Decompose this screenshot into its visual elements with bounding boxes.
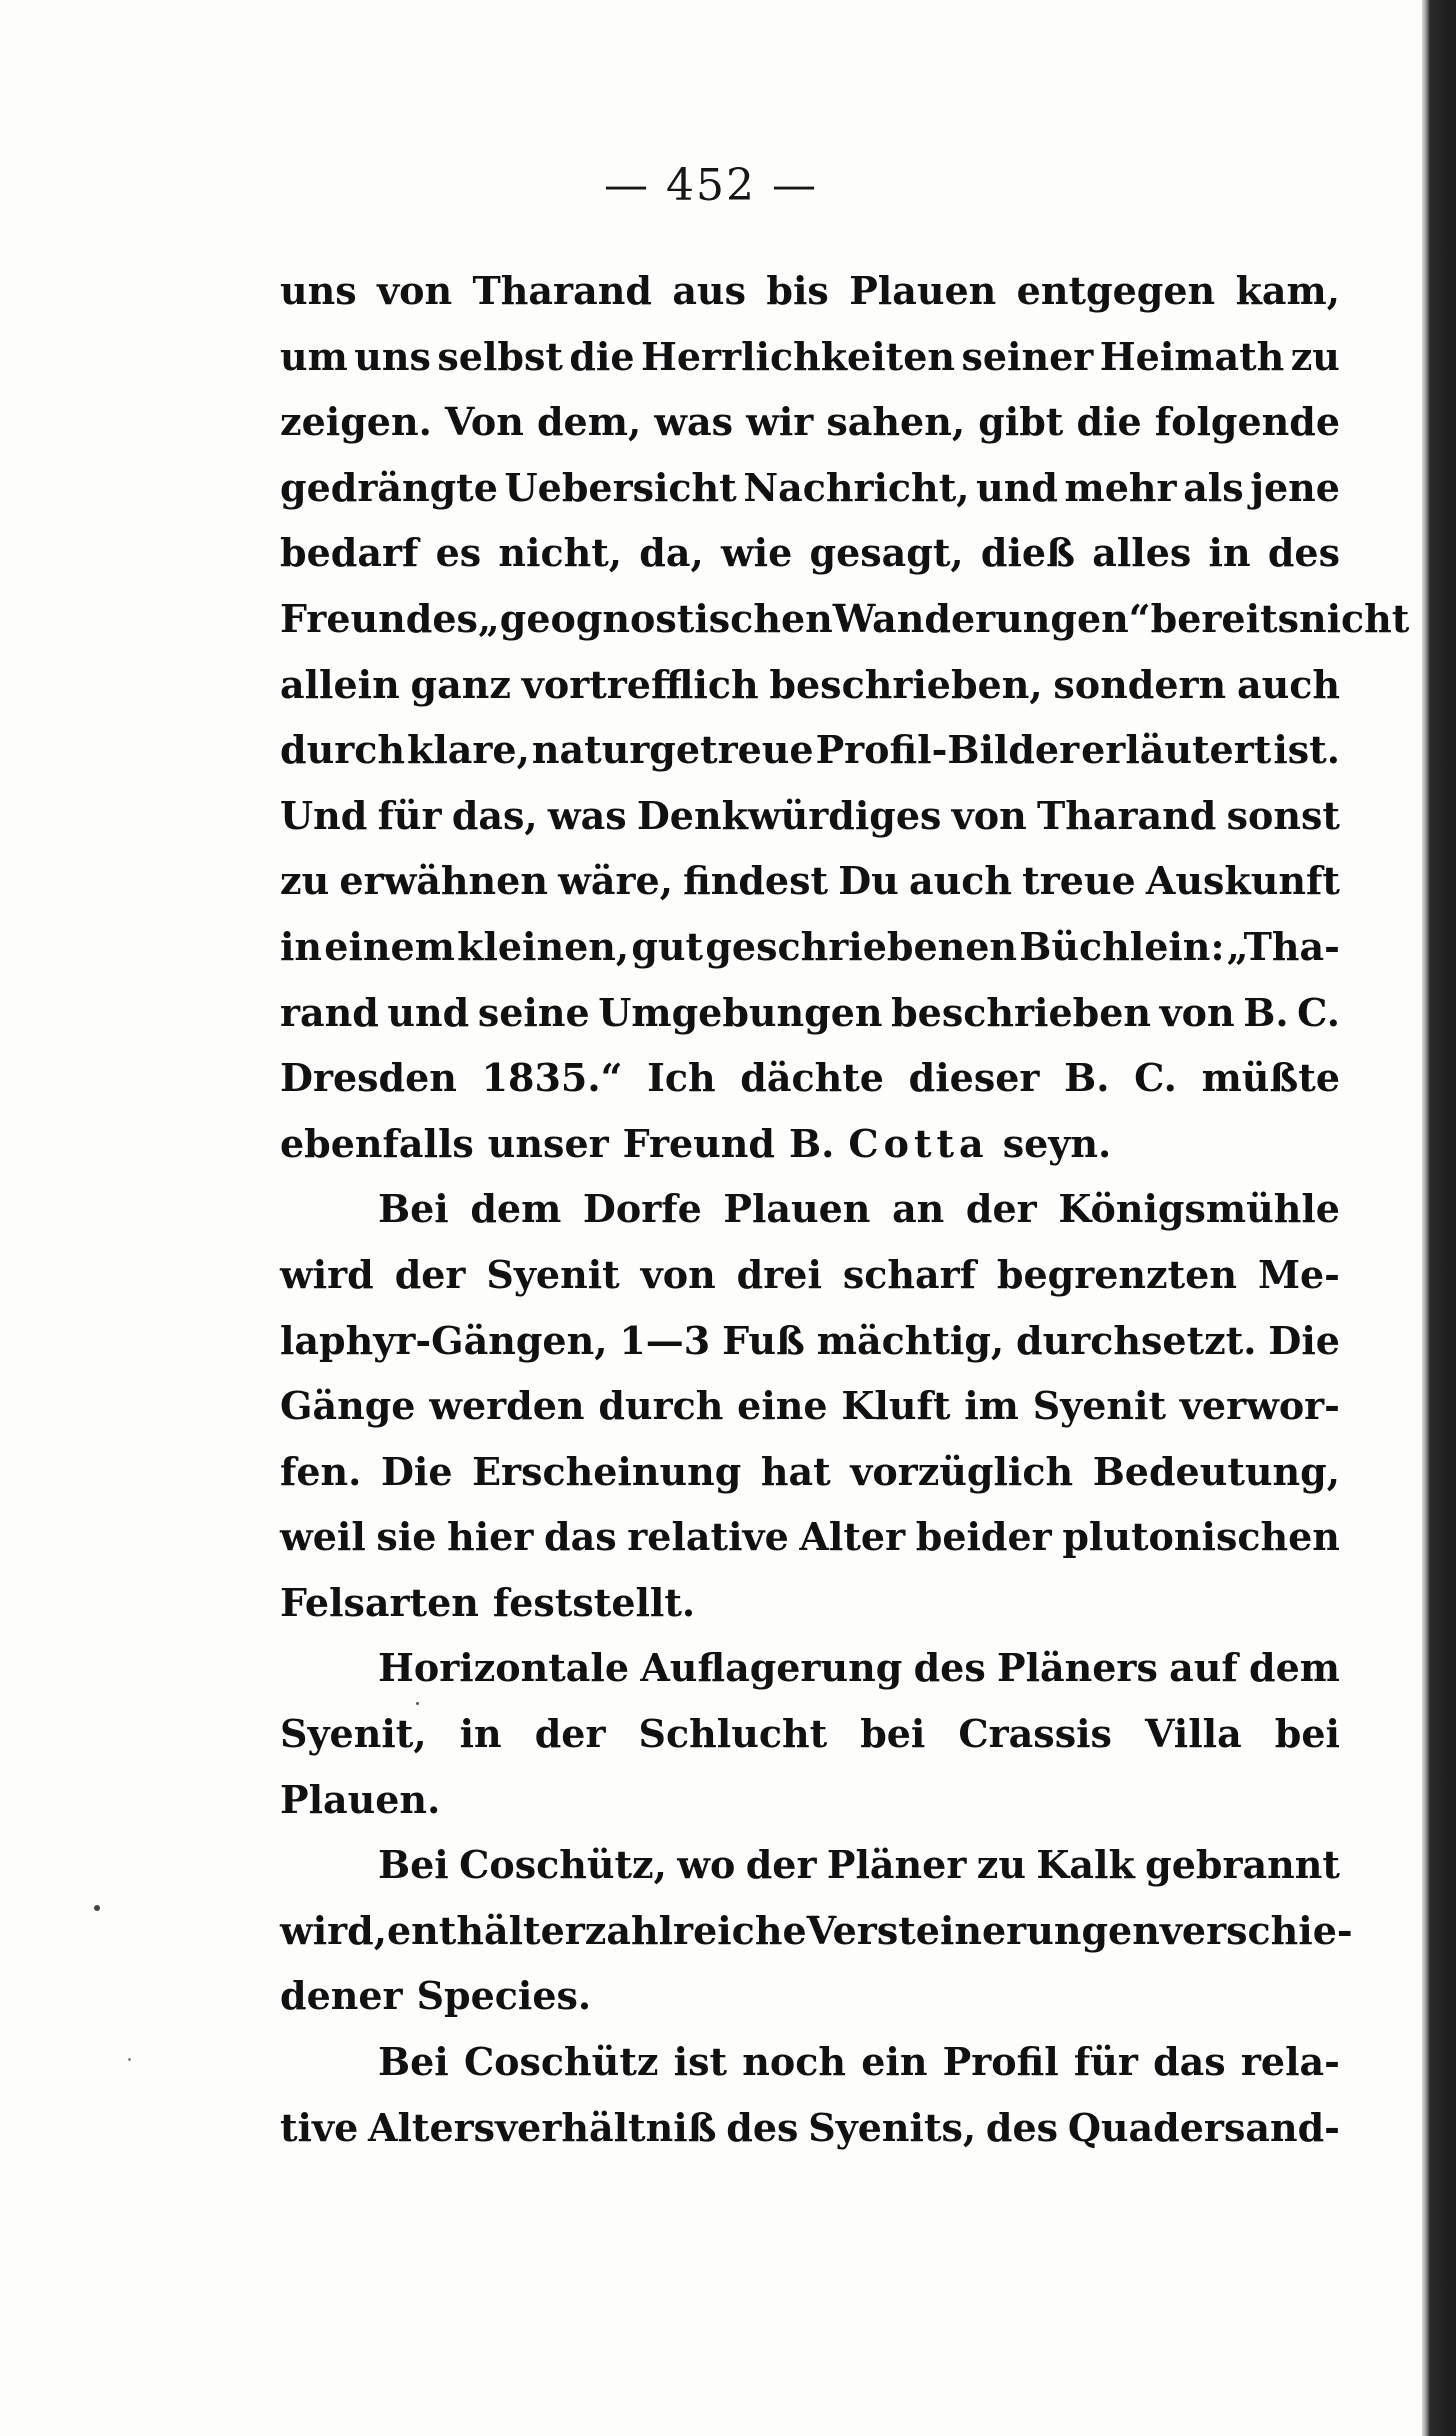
text-line: uns von Tharand aus bis Plauen entgegen kam, — [280, 268, 1340, 313]
text-line: wird, enthält er zahlreiche Versteinerungen verschie- — [280, 1907, 1353, 1953]
text-line: Bei Coschütz ist noch ein Profil für das rela- — [378, 2039, 1340, 2085]
ink-speck — [128, 2058, 131, 2061]
paragraph — [280, 1832, 1353, 2029]
text-line: fen. Die Erscheinung hat vorzüglich Bedeutung, — [280, 1448, 1340, 1494]
text-line: gedrängte Uebersicht Nachricht, und mehr als jene — [280, 464, 1340, 510]
text-line: um uns selbst die Herrlichkeiten seiner Heimath zu — [280, 333, 1340, 379]
text-line: Felsarten feststellt. — [280, 1579, 696, 1625]
text-line: Horizontale Auflagerung des Pläners auf dem — [378, 1645, 1340, 1691]
text-line: Syenit, in der Schlucht bei Crassis Villa bei — [280, 1711, 1340, 1757]
paragraph — [280, 1176, 1340, 1635]
text-line: Bei dem Dorfe Plauen an der Königsmühle — [378, 1186, 1340, 1232]
text-line: dener Species. — [280, 1973, 592, 2019]
text-line: in einem kleinen, gut geschriebenen Büchlein: „Tha- — [280, 923, 1340, 969]
paragraph — [280, 1635, 1340, 1832]
text-line: Gänge werden durch eine Kluft im Syenit verwor- — [280, 1383, 1340, 1429]
paragraph — [280, 2029, 1340, 2160]
text-line: wird der Syenit von drei scharf begrenzten Me- — [280, 1251, 1340, 1297]
text-line: zeigen. Von dem, was wir sahen, gibt die folgende — [280, 399, 1340, 445]
body-text — [280, 258, 1410, 2160]
text-line: Dresden 1835.“ Ich dächte dieser B. C. müßte — [280, 1055, 1340, 1101]
text-line: durch klare, naturgetreue Profil-Bilder erläutert ist. — [280, 727, 1340, 773]
text-line: Und für das, was Denkwürdiges von Tharand sonst — [280, 792, 1340, 838]
scan-border — [1422, 0, 1456, 2436]
text-line: Bei Coschütz, wo der Pläner zu Kalk gebrannt — [378, 1842, 1340, 1888]
text-line: Freundes „geognostischen Wanderungen“ bereits nicht — [280, 595, 1410, 641]
text-line: weil sie hier das relative Alter beider plutonischen — [280, 1514, 1340, 1560]
paragraph — [280, 258, 1410, 1176]
page-number: — 452 — — [604, 160, 818, 211]
ink-speck — [416, 1702, 419, 1705]
ink-speck — [94, 1905, 100, 1911]
text-line: bedarf es nicht, da, wie gesagt, dieß alles in des — [280, 530, 1340, 576]
text-line: zu erwähnen wäre, findest Du auch treue Auskunft — [280, 858, 1340, 904]
text-line: rand und seine Umgebungen beschrieben von B. C. — [280, 989, 1340, 1035]
text-line: Plauen. — [280, 1776, 441, 1822]
text-line: ebenfalls unser Freund B. Cotta seyn. — [280, 1120, 1112, 1166]
text-line: tive Altersverhältniß des Syenits, des Quadersand- — [280, 2104, 1340, 2150]
text-line: laphyr-Gängen, 1—3 Fuß mächtig, durchsetzt. Die — [280, 1317, 1340, 1363]
text-line: allein ganz vortrefflich beschrieben, sondern auch — [280, 661, 1340, 707]
